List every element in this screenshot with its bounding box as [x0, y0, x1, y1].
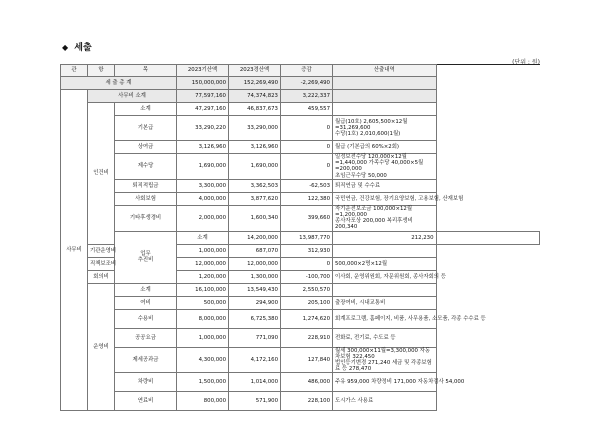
header-hang: 항: [88, 65, 115, 77]
row-budget: 33,290,220: [177, 116, 229, 141]
row-desc: 도시가스 사용료: [333, 392, 437, 411]
group-business: 업무 추진비: [115, 231, 177, 283]
table-row: [61, 309, 540, 328]
row-budget: 3,300,000: [177, 179, 229, 192]
row-diff: 399,660: [281, 205, 333, 231]
row-diff: 312,930: [281, 244, 333, 257]
table-row: [61, 392, 540, 411]
row-revised: 12,000,000: [229, 257, 281, 270]
row-desc: 500,000×2명×12월: [333, 257, 437, 270]
row-budget: 1,000,000: [177, 328, 229, 347]
row-diff: 2,550,570: [281, 283, 333, 296]
table-row: [61, 373, 540, 392]
row-diff: 486,000: [281, 373, 333, 392]
row-diff: 212,230: [333, 231, 437, 244]
row-diff: 122,380: [281, 192, 333, 205]
row-budget: 47,297,160: [177, 103, 229, 116]
gwan-subtotal-revised: 74,374,823: [229, 90, 281, 103]
row-name: 제수당: [115, 154, 177, 180]
row-diff: -62,503: [281, 179, 333, 192]
row-desc: 국민연금, 건강보험, 장기요양보험, 고용보험, 산재보험: [333, 192, 437, 205]
gwan-subtotal-budget: 77,597,160: [177, 90, 229, 103]
row-revised: 3,362,503: [229, 179, 281, 192]
row-budget: 2,000,000: [177, 205, 229, 231]
row-diff: 228,910: [281, 328, 333, 347]
row-diff: -100,700: [281, 270, 333, 283]
gwan-label: 사무비: [61, 90, 88, 411]
row-desc: [333, 103, 437, 116]
row-diff: 0: [281, 257, 333, 270]
total-desc: [333, 77, 437, 90]
row-revised: 771,090: [229, 328, 281, 347]
table-row: [61, 141, 540, 154]
total-label: 세 출 총 계: [61, 77, 177, 90]
table-row: [61, 116, 540, 141]
row-name: 소계: [115, 283, 177, 296]
row-revised: 3,877,620: [229, 192, 281, 205]
total-row: [61, 77, 540, 90]
row-diff: 205,100: [281, 296, 333, 309]
row-name: 직책보조비: [88, 257, 115, 270]
row-revised: 571,900: [229, 392, 281, 411]
row-revised: 13,549,430: [229, 283, 281, 296]
row-diff: 1,274,620: [281, 309, 333, 328]
row-desc: 회계프로그램, 홈페이지, 비품, 사무용품, 소모품, 각종 수수료 등: [333, 309, 437, 328]
row-budget: 1,690,000: [177, 154, 229, 180]
row-revised: 1,300,000: [229, 270, 281, 283]
row-name: 수용비: [115, 309, 177, 328]
unit-label: (단위 : 원): [512, 59, 540, 66]
row-revised: 1,014,000: [229, 373, 281, 392]
row-revised: 3,126,960: [229, 141, 281, 154]
table-row: [61, 283, 540, 296]
row-diff: 0: [281, 154, 333, 180]
row-name: 기본급: [115, 116, 177, 141]
table-row: [61, 103, 540, 116]
row-revised: 1,690,000: [229, 154, 281, 180]
gwan-subtotal-row: [61, 90, 540, 103]
row-name: 회의비: [88, 270, 115, 283]
row-desc: 일정보전수당 120,000×12월=1,440,000 가족수당 40,000×5월=200,000 초임근무수당 50,000: [333, 154, 437, 180]
total-diff: -2,269,490: [281, 77, 333, 90]
table-row: [61, 231, 540, 244]
row-budget: 12,000,000: [177, 257, 229, 270]
row-desc: 자기운전보조금 100,000×12월=1,200,000 종사자포상 200,000 복리후생비 200,340: [333, 205, 437, 231]
row-desc: [333, 244, 437, 257]
row-name: 소계: [115, 103, 177, 116]
header-budget: 2023기산액: [177, 65, 229, 77]
row-revised: 687,070: [229, 244, 281, 257]
row-diff: 459,557: [281, 103, 333, 116]
row-budget: 4,000,000: [177, 192, 229, 205]
row-desc: [333, 283, 437, 296]
gwan-subtotal-label: 사무비 소계: [88, 90, 177, 103]
row-name: 공공요금: [115, 328, 177, 347]
row-diff: 0: [281, 116, 333, 141]
row-budget: 1,500,000: [177, 373, 229, 392]
section-heading: [62, 40, 92, 53]
gwan-subtotal-diff: 3,222,337: [281, 90, 333, 103]
group-operation: 운영비: [88, 283, 115, 411]
total-revised: 152,269,490: [229, 77, 281, 90]
header-mok: 목: [115, 65, 177, 77]
table-row: [61, 154, 540, 180]
expenditure-table: [60, 64, 540, 411]
row-desc: 전화료, 전기료, 수도료 등: [333, 328, 437, 347]
row-desc: 주유 959,000 차량정비 171,000 자동차검사 54,000: [333, 373, 437, 392]
row-budget: 1,200,000: [177, 270, 229, 283]
row-revised: 294,900: [229, 296, 281, 309]
row-revised: 6,725,380: [229, 309, 281, 328]
row-name: 소계: [177, 231, 229, 244]
header-desc: 산출내역: [333, 65, 437, 77]
row-desc: [436, 231, 540, 244]
row-budget: 14,200,000: [229, 231, 281, 244]
header-gwan: 관: [61, 65, 88, 77]
header-diff: 증감: [281, 65, 333, 77]
row-budget: 3,126,960: [177, 141, 229, 154]
row-budget: 4,300,000: [177, 347, 229, 373]
row-budget: 1,000,000: [177, 244, 229, 257]
row-desc: 월급 (기본급의 60%×2회): [333, 141, 437, 154]
row-budget: 8,000,000: [177, 309, 229, 328]
table-row: [61, 347, 540, 373]
row-name: 여비: [115, 296, 177, 309]
row-name: 퇴직적립금: [115, 179, 177, 192]
diamond-bullet-icon: ◆: [62, 43, 69, 52]
row-diff: 127,840: [281, 347, 333, 373]
row-name: 기관운영비: [88, 244, 115, 257]
header-revised: 2023경산액: [229, 65, 281, 77]
group-personnel: 인건비: [88, 103, 115, 245]
row-name: 사회보험: [115, 192, 177, 205]
row-name: 연료비: [115, 392, 177, 411]
row-name: 상여금: [115, 141, 177, 154]
table-header-row: [61, 65, 540, 77]
row-revised: 46,837,673: [229, 103, 281, 116]
row-name: 차량비: [115, 373, 177, 392]
row-budget: 16,100,000: [177, 283, 229, 296]
section-title: 세출: [74, 43, 92, 53]
row-name: 제세공과금: [115, 347, 177, 373]
table-row: [61, 296, 540, 309]
gwan-subtotal-desc: [333, 90, 437, 103]
row-desc: 월세 300,000×11월=3,300,000 자동차보험 322,450 법인등기변경 271,240 세금 및 각종보험료 등 278,470: [333, 347, 437, 373]
total-budget: 150,000,000: [177, 77, 229, 90]
row-budget: 800,000: [177, 392, 229, 411]
table-row: [61, 179, 540, 192]
row-revised: 4,172,160: [229, 347, 281, 373]
table-row: [61, 205, 540, 231]
row-diff: 0: [281, 141, 333, 154]
row-name: 기타후생경비: [115, 205, 177, 231]
row-revised: 13,987,770: [281, 231, 333, 244]
row-desc: 월급(10호) 2,605,500×12월=31,269,600 수당(1호) 2,010,600(1월): [333, 116, 437, 141]
table-row: [61, 328, 540, 347]
row-desc: 이사회, 운영위원회, 자문위원회, 종사자회의 등: [333, 270, 437, 283]
row-revised: 1,600,340: [229, 205, 281, 231]
row-budget: 500,000: [177, 296, 229, 309]
row-revised: 33,290,000: [229, 116, 281, 141]
row-desc: 퇴직연금 및 수수료: [333, 179, 437, 192]
row-diff: 228,100: [281, 392, 333, 411]
row-desc: 출장여비, 시내교통비: [333, 296, 437, 309]
table-row: [61, 192, 540, 205]
